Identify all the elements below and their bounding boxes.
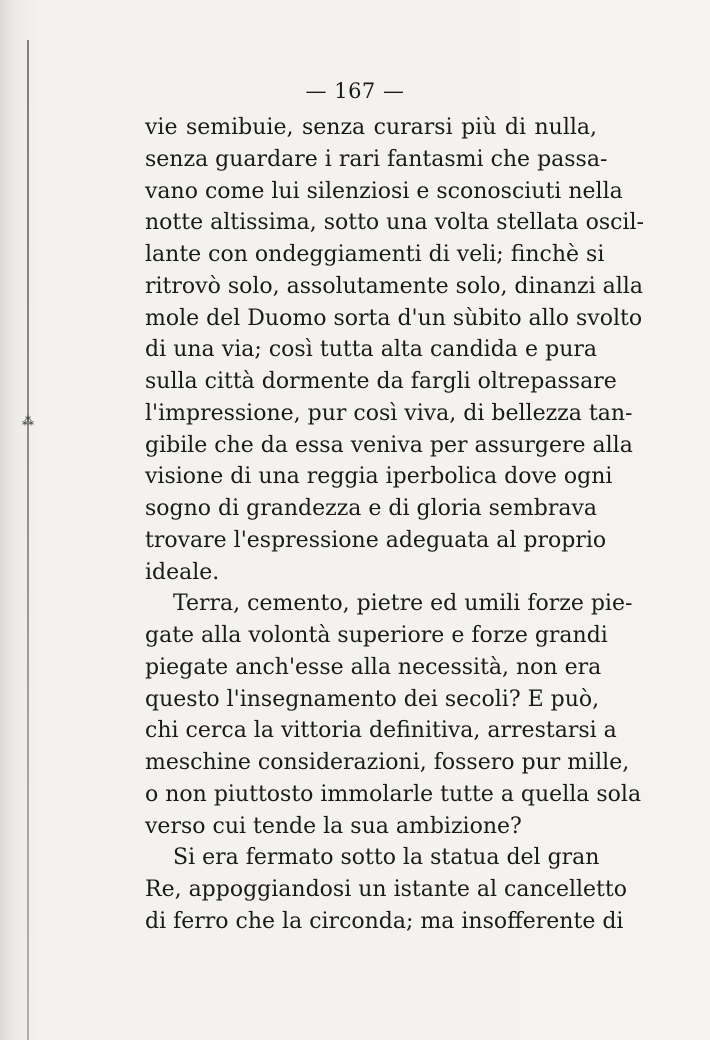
text-line: ritrovò solo, assolutamente solo, dinanzi alla (145, 273, 643, 299)
binding-edge (27, 40, 29, 1040)
text-line: vano come lui silenziosi e sconosciuti nella (145, 178, 623, 204)
text-line: sogno di grandezza e di gloria sembrava (145, 496, 597, 521)
text-line: piegate anch'esse alla necessità, non era (145, 654, 602, 680)
text-line: sulla città dormente da fargli oltrepassare (145, 369, 617, 394)
text-line: chi cerca la vittoria definitiva, arrestarsi a (145, 718, 617, 744)
text-line: mole del Duomo sorta d'un sùbito allo svolto (145, 305, 643, 331)
text-line: ideale. (145, 559, 220, 585)
text-line: questo l'insegnamento dei secoli? E può, (145, 686, 600, 712)
paragraph-start-line: Si era fermato sotto la statua del gran (173, 845, 600, 871)
text-line: notte altissima, sotto una volta stellata oscil- (145, 210, 644, 236)
text-line: vie semibuie, senza curarsi più di nulla, (145, 115, 597, 140)
paragraph-start-line: Terra, cemento, pietre ed umili forze pie- (173, 591, 633, 617)
text-line: o non piuttosto immolarle tutte a quella sola (145, 781, 642, 807)
text-line: l'impressione, pur così viva, di bellezza tan- (145, 400, 633, 426)
text-line: di ferro che la circonda; ma insofferente di (145, 908, 624, 934)
text-line: meschine considerazioni, fossero pur mille, (145, 750, 630, 775)
body-text (145, 112, 644, 938)
text-line: verso cui tende la sua ambizione? (145, 813, 522, 839)
page-number: — 167 — (305, 79, 405, 103)
margin-mark: ⁂ (22, 414, 34, 428)
text-line: lante con ondeggiamenti di veli; finchè si (145, 242, 605, 267)
text-line: Re, appoggiandosi un istante al cancelletto (145, 877, 627, 902)
text-line: visione di una reggia iperbolica dove ogni (145, 464, 613, 490)
text-line: di una via; così tutta alta candida e pura (145, 337, 597, 363)
text-line: trovare l'espressione adeguata al proprio (145, 527, 607, 553)
text-line: senza guardare i rari fantasmi che passa- (145, 146, 608, 172)
text-line: gibile che da essa veniva per assurgere alla (145, 432, 633, 458)
text-line: gate alla volontà superiore e forze grandi (145, 623, 608, 648)
